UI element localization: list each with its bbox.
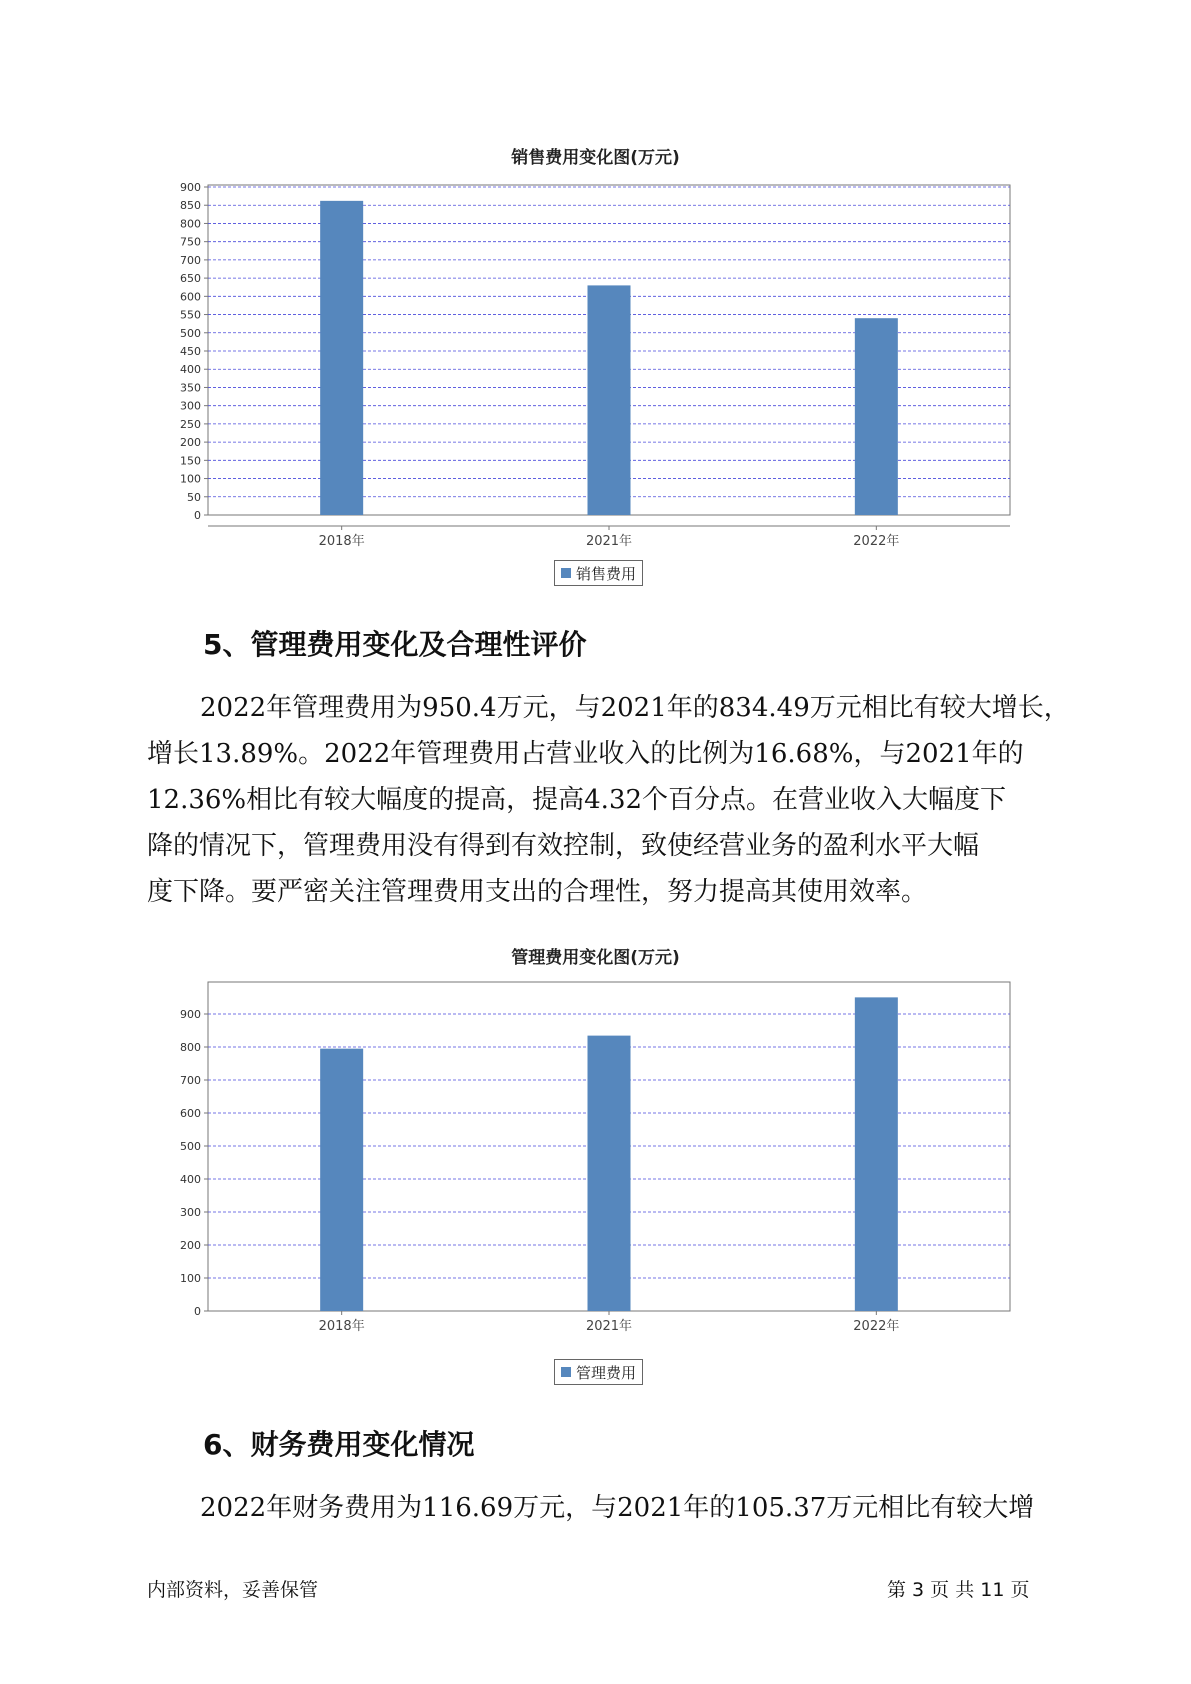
section5-line-4: 降的情况下，管理费用没有得到有效控制，致使经营业务的盈利水平大幅 bbox=[147, 831, 980, 861]
chart1-xtick-label: 2018年 bbox=[318, 534, 365, 549]
chart1-legend-label: 销售费用 bbox=[576, 564, 637, 583]
chart1-ytick-label: 800 bbox=[180, 217, 201, 231]
chart2-ytick-label: 800 bbox=[180, 1041, 201, 1054]
chart2-ytick-label: 300 bbox=[180, 1206, 201, 1219]
chart2-bar bbox=[588, 1036, 631, 1311]
footer-notice: 内部资料，妥善保管 bbox=[147, 1579, 319, 1601]
chart2-ytick-label: 200 bbox=[180, 1239, 201, 1252]
chart1-ytick-label: 50 bbox=[187, 490, 201, 504]
chart1-ytick-label: 100 bbox=[180, 472, 201, 486]
chart1-xtick-label: 2022年 bbox=[853, 534, 900, 549]
chart1-xtick-label: 2021年 bbox=[585, 534, 633, 549]
chart1-ytick-label: 200 bbox=[180, 436, 201, 450]
chart1-ytick-label: 700 bbox=[180, 253, 201, 267]
chart2-ytick-label: 0 bbox=[194, 1305, 201, 1318]
section6-line-1: 2022年财务费用为116.69万元，与2021年的105.37万元相比有较大增 bbox=[200, 1493, 1035, 1523]
chart1-title: 销售费用变化图(万元) bbox=[511, 148, 680, 168]
chart1-ytick-label: 600 bbox=[180, 290, 201, 304]
chart2-xtick-label: 2022年 bbox=[853, 1319, 900, 1334]
chart2-ytick-label: 700 bbox=[180, 1074, 201, 1087]
section6-heading: 6、财务费用变化情况 bbox=[203, 1428, 475, 1461]
legend-swatch-icon bbox=[561, 1367, 571, 1377]
chart2-xtick-label: 2018年 bbox=[318, 1319, 365, 1334]
chart2-bar bbox=[320, 1049, 363, 1311]
chart1-ytick-label: 250 bbox=[180, 417, 201, 431]
chart2-legend bbox=[554, 1359, 643, 1385]
chart1-ytick-label: 350 bbox=[180, 381, 201, 395]
chart1-ytick-label: 300 bbox=[180, 399, 201, 413]
chart2-legend-label: 管理费用 bbox=[576, 1363, 637, 1382]
section5-line-1: 2022年管理费用为950.4万元，与2021年的834.49万元相比有较大增长， bbox=[200, 693, 1070, 723]
section5-line-3: 12.36%相比有较大幅度的提高，提高4.32个百分点。在营业收入大幅度下 bbox=[147, 785, 1007, 815]
chart2-ytick-label: 400 bbox=[180, 1173, 201, 1186]
chart1-ytick-label: 750 bbox=[180, 235, 201, 249]
chart2-ytick-label: 500 bbox=[180, 1140, 201, 1153]
chart1-ytick-label: 450 bbox=[180, 345, 201, 358]
chart2-title: 管理费用变化图(万元) bbox=[511, 948, 680, 968]
chart2-ytick-label: 900 bbox=[180, 1008, 201, 1021]
chart2-bar bbox=[855, 997, 898, 1311]
chart2-ytick-label: 600 bbox=[180, 1107, 201, 1120]
chart1-ytick-label: 400 bbox=[180, 363, 201, 377]
chart1-ytick-label: 650 bbox=[180, 272, 201, 286]
chart2-ytick-label: 100 bbox=[180, 1272, 201, 1285]
chart1-ytick-label: 500 bbox=[180, 326, 201, 340]
chart1-ytick-label: 150 bbox=[180, 454, 201, 468]
section5-line-2: 增长13.89%。2022年管理费用占营业收入的比例为16.68%，与2021年的 bbox=[147, 739, 1024, 769]
chart2-xtick-label: 2021年 bbox=[585, 1319, 633, 1334]
chart1-ytick-label: 0 bbox=[194, 509, 201, 522]
page-number: 第 3 页 共 11 页 bbox=[887, 1579, 1030, 1601]
chart1-ytick-label: 900 bbox=[180, 181, 201, 194]
chart1-ytick-label: 850 bbox=[180, 199, 201, 213]
section5-heading: 5、管理费用变化及合理性评价 bbox=[203, 628, 587, 661]
chart1-ytick-label: 550 bbox=[180, 308, 201, 322]
section5-line-5: 度下降。要严密关注管理费用支出的合理性，努力提高其使用效率。 bbox=[147, 877, 928, 907]
